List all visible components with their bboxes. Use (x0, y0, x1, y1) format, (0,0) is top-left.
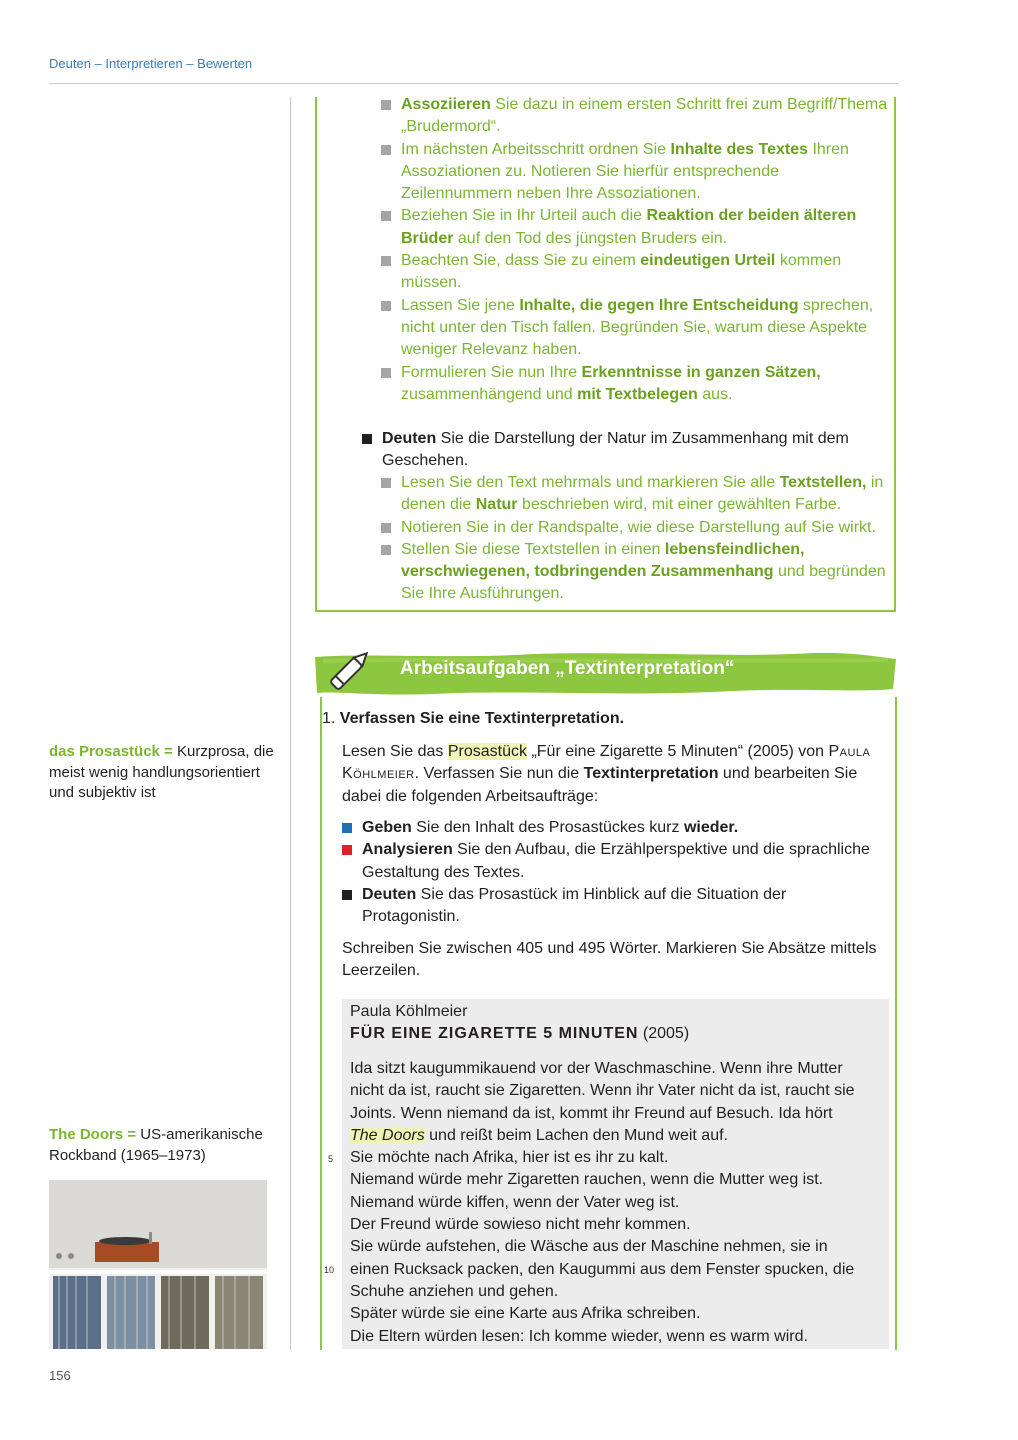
list-item (342, 817, 887, 839)
task-heading-text: Verfassen Sie eine Textinterpretation. (339, 710, 625, 727)
story-line: Schuhe anziehen und gehen. (350, 1282, 559, 1300)
list-item-bold: Analysieren (362, 841, 453, 859)
list-item-bold: Natur (475, 496, 518, 514)
bullet-square-icon (381, 523, 391, 533)
story-line: Ida sitzt kaugummikauend vor der Waschmaschine. Wenn ihre Mutter (350, 1060, 843, 1077)
bullet-square-icon (381, 545, 391, 555)
deuten-bold: Deuten (382, 430, 437, 447)
story-line: nicht da ist, raucht sie Zigaretten. Wenn ihr Vater nicht da ist, raucht sie (350, 1082, 855, 1100)
bullet-square-icon (342, 845, 352, 855)
bullet-square-icon (381, 368, 391, 378)
list-item-text: Formulieren Sie nun Ihre (401, 363, 582, 381)
list-item-text: Sie das Prosastück im Hinblick auf die Situation der Protagonistin. (362, 885, 787, 926)
list-item-bold: Geben (362, 819, 412, 836)
list-item-bold: wieder. (683, 819, 739, 836)
list-item-text: Lassen Sie jene (401, 296, 520, 314)
gloss-the-doors (49, 1125, 279, 1166)
list-item-bold: Textstellen, (779, 474, 867, 491)
bullet-square-icon (381, 256, 391, 266)
list-item-text: auf den Tod des jüngsten Bruders ein. (453, 229, 728, 247)
story-author: Paula Köhlmeier (350, 1003, 468, 1020)
list-item-bold: eindeutigen Urteil (640, 252, 776, 270)
list-item (381, 139, 891, 206)
list-item-text: Notieren Sie in der Randspalte, wie diese Darstellung auf Sie wirkt. (401, 518, 876, 536)
list-item-text: Sie den Aufbau, die Erzählperspektive und die sprachliche Gestaltung des Textes. (362, 841, 870, 881)
list-item-bold: mit Textbelegen (577, 385, 698, 403)
list-item-text: Sie den Inhalt des Prosastückes kurz (411, 819, 684, 836)
story-year: (2005) (642, 1025, 690, 1042)
list-item-text: sprechen, nicht unter den Tisch fallen. Begründen Sie, warum diese Aspekte weniger Relevanz haben. (401, 296, 874, 359)
intro-text-4: und bearbeiten Sie dabei die folgenden Arbeitsaufträge: (342, 765, 858, 805)
bullet-square-icon (381, 145, 391, 155)
list-item (381, 539, 896, 606)
list-item-bold: Deuten (362, 885, 417, 903)
page-number: 156 (49, 1368, 71, 1383)
list-item-bold: lebensfeindlichen, verschwiegenen, todbringenden Zusammenhang (401, 540, 805, 581)
story-line: Joints. Wenn niemand da ist, kommt ihr Freund auf Besuch. Ida hört (350, 1104, 833, 1122)
list-item-text: aus. (697, 385, 733, 403)
list-item-text: Stellen Sie diese Textstellen in einen (401, 540, 665, 558)
bullet-square-icon (362, 434, 372, 444)
gloss-definition: Kurzprosa, die meist wenig handlungsorientiert und subjektiv ist (49, 743, 274, 801)
story-line: Niemand würde kiffen, wenn der Vater weg ist. (350, 1193, 680, 1211)
gloss-term: The Doors = (49, 1126, 137, 1143)
list-item-text: Ihren Assoziationen zu. Notieren Sie hierfür entsprechende Zeilennummern neben Ihre Assoziationen. (401, 140, 849, 203)
natur-sub-list (381, 472, 896, 606)
pen-icon (322, 647, 376, 695)
list-item-text: Sie dazu in einem ersten Schritt frei zum Begriff/Thema „Brudermord“. (401, 96, 888, 136)
bullet-square-icon (381, 478, 391, 488)
column-divider (290, 97, 291, 1350)
bullet-square-icon (381, 100, 391, 110)
task-sub-list (342, 817, 887, 928)
italic-band-name: The Doors (350, 1126, 425, 1144)
task-intro (342, 741, 882, 808)
story-text (350, 1058, 890, 1348)
story-line: Der Freund würde sowieso nicht mehr kommen. (350, 1216, 691, 1234)
bullet-square-icon (342, 890, 352, 900)
list-item-text: Beziehen Sie in Ihr Urteil auch die (401, 207, 647, 225)
list-item-text: Beachten Sie, dass Sie zu einem (401, 252, 641, 270)
bullet-square-icon (381, 211, 391, 221)
list-item (381, 472, 896, 517)
list-item (381, 295, 891, 362)
story-line: Sie möchte nach Afrika, hier ist es ihr zu kalt. (350, 1149, 669, 1167)
list-item-bold: Inhalte, die gegen Ihre Entscheidung (519, 296, 799, 314)
story-line: Später würde sie eine Karte aus Afrika schreiben. (350, 1305, 701, 1323)
task-number: 1. (322, 710, 336, 727)
story-title-text: FÜR EINE ZIGARETTE 5 MINUTEN (350, 1025, 639, 1042)
list-item-bold: Assoziieren (401, 96, 491, 113)
story-title (350, 1025, 689, 1043)
story-line-text: und reißt beim Lachen den Mund weit auf. (424, 1126, 728, 1144)
list-item-bold: Inhalte des Textes (670, 140, 808, 158)
list-item-bold: Erkenntnisse in ganzen Sätzen, (581, 363, 821, 381)
gloss-prosastueck (49, 742, 279, 804)
list-item-text: beschrieben wird, mit einer gewählten Farbe. (517, 496, 842, 514)
list-item (342, 884, 887, 929)
list-item (381, 205, 891, 250)
assoziieren-sub-list (381, 94, 891, 406)
deuten-text: Sie die Darstellung der Natur im Zusammenhang mit dem Geschehen. (382, 430, 849, 470)
gloss-term: das Prosastück = (49, 743, 173, 760)
header-divider (49, 83, 898, 84)
list-item-text: und begründen Sie Ihre Ausführungen. (401, 563, 886, 603)
banner-title: Arbeitsaufgaben „Textinterpretation“ (400, 658, 735, 679)
bullet-square-icon (342, 823, 352, 833)
story-line: Niemand würde mehr Zigaretten rauchen, wenn die Mutter weg ist. (350, 1171, 824, 1189)
intro-author: Paula Köhlmeier (342, 743, 871, 783)
list-item-text: zusammenhängend und (401, 385, 578, 403)
prosastueck-highlight: Prosastück (447, 743, 527, 760)
list-item (381, 517, 896, 539)
line-number: 10 (324, 1265, 335, 1275)
intro-text-2: „Für eine Zigarette 5 Minuten“ (2005) von (527, 743, 829, 760)
list-item-text: kommen müssen. (401, 252, 842, 292)
list-item (342, 839, 887, 884)
line-number: 5 (328, 1154, 334, 1164)
task-heading (322, 710, 624, 728)
story-line (350, 1125, 890, 1147)
list-item (381, 250, 891, 295)
gloss-definition: US-amerikanische Rockband (1965–1973) (49, 1126, 263, 1164)
record-shelf-photo (49, 1180, 267, 1349)
list-item-bold: Reaktion der beiden älteren Brüder (401, 207, 857, 247)
list-item-text: Lesen Sie den Text mehrmals und markieren Sie alle (401, 474, 780, 491)
word-count-instruction: Schreiben Sie zwischen 405 und 495 Wörter. Markieren Sie Absätze mittels Leerzeilen. (342, 940, 877, 980)
intro-text-3: . Verfassen Sie nun die (414, 765, 584, 783)
story-line: Sie würde aufstehen, die Wäsche aus der Maschine nehmen, sie in (350, 1238, 828, 1256)
list-item-text: Im nächsten Arbeitsschritt ordnen Sie (401, 140, 671, 158)
list-item-text: in denen die (401, 474, 884, 514)
list-item (381, 94, 891, 139)
deuten-natur-item (362, 428, 892, 473)
story-line: Die Eltern würden lesen: Ich komme wieder, wenn es warm wird. (350, 1327, 808, 1345)
list-item (381, 362, 891, 407)
intro-text-1: Lesen Sie das (342, 743, 448, 760)
bullet-square-icon (381, 301, 391, 311)
running-header: Deuten – Interpretieren – Bewerten (49, 56, 253, 71)
story-line: einen Rucksack packen, den Kaugummi aus dem Fenster spucken, die (350, 1260, 855, 1278)
intro-bold: Textinterpretation (583, 765, 719, 783)
